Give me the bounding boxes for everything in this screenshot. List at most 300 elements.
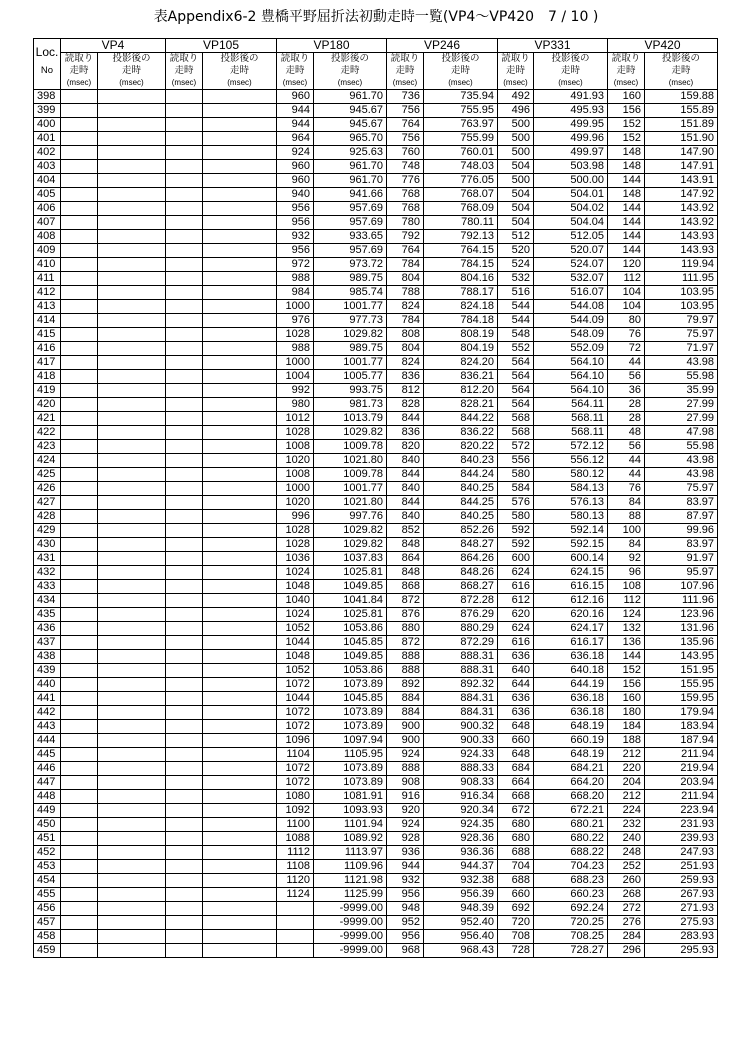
- read-time-cell: [166, 874, 203, 888]
- table-row: [34, 412, 718, 426]
- projected-time-cell: 143.92: [645, 216, 718, 230]
- read-time-cell: [61, 412, 98, 426]
- read-time-cell: 920: [387, 804, 424, 818]
- loc-cell: 425: [34, 468, 61, 482]
- projected-time-cell: 147.91: [645, 160, 718, 174]
- read-time-cell: [166, 272, 203, 286]
- projected-time-cell: [98, 244, 166, 258]
- loc-cell: 438: [34, 650, 61, 664]
- loc-cell: 416: [34, 342, 61, 356]
- read-time-cell: [166, 146, 203, 160]
- read-time-cell: 1096: [277, 734, 314, 748]
- read-time-cell: 148: [608, 160, 645, 174]
- loc-cell: 422: [34, 426, 61, 440]
- projected-time-cell: [203, 706, 277, 720]
- loc-cell: 444: [34, 734, 61, 748]
- projected-time-cell: 848.26: [424, 566, 498, 580]
- projected-time-cell: 223.94: [645, 804, 718, 818]
- projected-time-cell: 1097.94: [314, 734, 387, 748]
- read-header: 走時: [166, 65, 203, 77]
- read-time-cell: 148: [608, 146, 645, 160]
- projected-header: 走時: [645, 65, 718, 77]
- loc-cell: 441: [34, 692, 61, 706]
- projected-time-cell: [203, 594, 277, 608]
- projected-time-cell: 1029.82: [314, 328, 387, 342]
- projected-time-cell: 231.93: [645, 818, 718, 832]
- loc-cell: 457: [34, 916, 61, 930]
- read-time-cell: 276: [608, 916, 645, 930]
- projected-time-cell: [203, 132, 277, 146]
- projected-time-cell: [98, 790, 166, 804]
- table-row: [34, 370, 718, 384]
- read-time-cell: 1020: [277, 454, 314, 468]
- table-row: [34, 482, 718, 496]
- loc-cell: 404: [34, 174, 61, 188]
- table-row: [34, 622, 718, 636]
- read-time-cell: [166, 370, 203, 384]
- projected-time-cell: [203, 860, 277, 874]
- projected-time-cell: [98, 538, 166, 552]
- projected-time-cell: 836.22: [424, 426, 498, 440]
- projected-time-cell: 159.88: [645, 90, 718, 104]
- read-time-cell: 524: [498, 258, 534, 272]
- read-time-cell: 572: [498, 440, 534, 454]
- read-time-cell: [166, 636, 203, 650]
- loc-cell: 429: [34, 524, 61, 538]
- projected-time-cell: 755.99: [424, 132, 498, 146]
- read-time-cell: 660: [498, 734, 534, 748]
- projected-time-cell: 504.02: [534, 202, 608, 216]
- projected-time-cell: [98, 944, 166, 958]
- read-time-cell: [166, 314, 203, 328]
- projected-time-cell: [203, 748, 277, 762]
- read-time-cell: [61, 132, 98, 146]
- loc-cell: 402: [34, 146, 61, 160]
- projected-time-cell: 888.31: [424, 650, 498, 664]
- read-time-cell: 768: [387, 188, 424, 202]
- projected-time-cell: 491.93: [534, 90, 608, 104]
- projected-time-cell: [203, 118, 277, 132]
- projected-time-cell: [98, 664, 166, 678]
- read-time-cell: 1080: [277, 790, 314, 804]
- unit-label: (msec): [424, 77, 498, 90]
- projected-time-cell: 516.07: [534, 286, 608, 300]
- read-time-cell: 500: [498, 118, 534, 132]
- table-row: [34, 748, 718, 762]
- projected-time-cell: 956.39: [424, 888, 498, 902]
- read-time-cell: 976: [277, 314, 314, 328]
- read-time-cell: 1052: [277, 664, 314, 678]
- read-time-cell: 504: [498, 202, 534, 216]
- table-row: [34, 328, 718, 342]
- projected-time-cell: 43.98: [645, 468, 718, 482]
- read-time-cell: 932: [277, 230, 314, 244]
- projected-time-cell: 876.29: [424, 608, 498, 622]
- read-time-cell: 1072: [277, 776, 314, 790]
- projected-time-cell: 784.15: [424, 258, 498, 272]
- read-time-cell: 956: [387, 930, 424, 944]
- read-header: 読取り: [387, 53, 424, 66]
- projected-time-cell: 728.27: [534, 944, 608, 958]
- projected-time-cell: 1073.89: [314, 776, 387, 790]
- read-time-cell: 784: [387, 258, 424, 272]
- table-row: [34, 244, 718, 258]
- projected-time-cell: [203, 832, 277, 846]
- read-time-cell: 844: [387, 468, 424, 482]
- read-time-cell: [61, 594, 98, 608]
- read-time-cell: [61, 370, 98, 384]
- read-time-cell: [166, 608, 203, 622]
- read-time-cell: 160: [608, 692, 645, 706]
- table-row: [34, 776, 718, 790]
- read-time-cell: [166, 496, 203, 510]
- unit-label: (msec): [61, 77, 98, 90]
- read-time-cell: 788: [387, 286, 424, 300]
- read-time-cell: 1104: [277, 748, 314, 762]
- read-time-cell: 988: [277, 272, 314, 286]
- projected-time-cell: 27.99: [645, 398, 718, 412]
- read-time-cell: [166, 888, 203, 902]
- table-row: [34, 160, 718, 174]
- read-time-cell: 108: [608, 580, 645, 594]
- projected-time-cell: 203.94: [645, 776, 718, 790]
- projected-time-cell: 544.08: [534, 300, 608, 314]
- projected-time-cell: 636.18: [534, 692, 608, 706]
- loc-cell: 398: [34, 90, 61, 104]
- read-time-cell: [61, 202, 98, 216]
- read-time-cell: 924: [387, 748, 424, 762]
- projected-time-cell: 1073.89: [314, 720, 387, 734]
- projected-time-cell: 1073.89: [314, 762, 387, 776]
- read-time-cell: 1120: [277, 874, 314, 888]
- projected-time-cell: [98, 300, 166, 314]
- read-time-cell: 1000: [277, 300, 314, 314]
- table-row: [34, 258, 718, 272]
- projected-time-cell: [203, 524, 277, 538]
- loc-cell: 433: [34, 580, 61, 594]
- read-time-cell: [61, 930, 98, 944]
- read-time-cell: 704: [498, 860, 534, 874]
- read-time-cell: 556: [498, 454, 534, 468]
- read-time-cell: [166, 580, 203, 594]
- read-time-cell: [61, 356, 98, 370]
- read-time-cell: [166, 804, 203, 818]
- table-row: [34, 580, 718, 594]
- projected-time-cell: [98, 356, 166, 370]
- read-time-cell: 500: [498, 132, 534, 146]
- projected-header: 走時: [314, 65, 387, 77]
- travel-time-table: [33, 38, 718, 958]
- projected-time-cell: 957.69: [314, 216, 387, 230]
- projected-time-cell: 1001.77: [314, 356, 387, 370]
- projected-time-cell: 884.31: [424, 706, 498, 720]
- read-time-cell: [166, 426, 203, 440]
- projected-time-cell: 267.93: [645, 888, 718, 902]
- read-time-cell: 1048: [277, 650, 314, 664]
- projected-time-cell: 892.32: [424, 678, 498, 692]
- table-row: [34, 384, 718, 398]
- projected-time-cell: 997.76: [314, 510, 387, 524]
- read-time-cell: 1000: [277, 482, 314, 496]
- projected-time-cell: [203, 216, 277, 230]
- read-time-cell: 104: [608, 286, 645, 300]
- unit-label: (msec): [98, 77, 166, 90]
- read-time-cell: 988: [277, 342, 314, 356]
- projected-time-cell: [203, 790, 277, 804]
- loc-cell: 454: [34, 874, 61, 888]
- loc-cell: 459: [34, 944, 61, 958]
- projected-time-cell: 552.09: [534, 342, 608, 356]
- read-time-cell: [61, 692, 98, 706]
- projected-time-cell: 624.17: [534, 622, 608, 636]
- table-row: [34, 552, 718, 566]
- projected-time-cell: 900.33: [424, 734, 498, 748]
- projected-time-cell: 968.43: [424, 944, 498, 958]
- read-time-cell: 1052: [277, 622, 314, 636]
- projected-time-cell: 1073.89: [314, 706, 387, 720]
- unit-label: (msec): [645, 77, 718, 90]
- read-time-cell: [166, 482, 203, 496]
- projected-time-cell: 688.23: [534, 874, 608, 888]
- read-time-cell: 84: [608, 496, 645, 510]
- projected-time-cell: [203, 650, 277, 664]
- read-time-cell: 1072: [277, 678, 314, 692]
- loc-label-1: Loc.: [35, 44, 59, 59]
- read-time-cell: [166, 384, 203, 398]
- projected-time-cell: 295.93: [645, 944, 718, 958]
- projected-time-cell: 1045.85: [314, 692, 387, 706]
- read-time-cell: [166, 664, 203, 678]
- read-time-cell: 844: [387, 496, 424, 510]
- projected-time-cell: 111.96: [645, 594, 718, 608]
- projected-time-cell: 872.28: [424, 594, 498, 608]
- loc-cell: 448: [34, 790, 61, 804]
- projected-time-cell: 763.97: [424, 118, 498, 132]
- read-time-cell: [61, 272, 98, 286]
- read-time-cell: 944: [387, 860, 424, 874]
- read-time-cell: 132: [608, 622, 645, 636]
- read-time-cell: 1024: [277, 608, 314, 622]
- table-row: [34, 314, 718, 328]
- read-time-cell: 952: [387, 916, 424, 930]
- loc-cell: 453: [34, 860, 61, 874]
- read-time-cell: [166, 132, 203, 146]
- read-time-cell: 144: [608, 230, 645, 244]
- read-time-cell: [61, 650, 98, 664]
- projected-time-cell: [203, 174, 277, 188]
- projected-time-cell: 251.93: [645, 860, 718, 874]
- read-time-cell: [61, 636, 98, 650]
- projected-time-cell: 1045.85: [314, 636, 387, 650]
- projected-time-cell: [203, 916, 277, 930]
- projected-time-cell: [98, 930, 166, 944]
- read-time-cell: 144: [608, 174, 645, 188]
- projected-time-cell: 79.97: [645, 314, 718, 328]
- projected-time-cell: 500.00: [534, 174, 608, 188]
- read-time-cell: [166, 538, 203, 552]
- read-time-cell: 868: [387, 580, 424, 594]
- read-time-cell: 900: [387, 720, 424, 734]
- projected-time-cell: 99.96: [645, 524, 718, 538]
- loc-cell: 421: [34, 412, 61, 426]
- table-body: [34, 90, 718, 958]
- read-time-cell: [166, 706, 203, 720]
- projected-time-cell: [203, 804, 277, 818]
- loc-cell: 401: [34, 132, 61, 146]
- read-time-cell: [61, 482, 98, 496]
- table-row: [34, 286, 718, 300]
- read-time-cell: 928: [387, 832, 424, 846]
- read-time-cell: 708: [498, 930, 534, 944]
- read-time-cell: 780: [387, 216, 424, 230]
- table-row: [34, 608, 718, 622]
- projected-time-cell: 840.25: [424, 510, 498, 524]
- projected-time-cell: 151.95: [645, 664, 718, 678]
- projected-time-cell: 840.25: [424, 482, 498, 496]
- projected-time-cell: 844.24: [424, 468, 498, 482]
- projected-time-cell: 151.89: [645, 118, 718, 132]
- projected-time-cell: 55.98: [645, 370, 718, 384]
- projected-time-cell: [203, 90, 277, 104]
- projected-time-cell: [98, 482, 166, 496]
- projected-time-cell: 764.15: [424, 244, 498, 258]
- loc-cell: 418: [34, 370, 61, 384]
- projected-time-cell: 961.70: [314, 90, 387, 104]
- read-time-cell: [61, 384, 98, 398]
- read-time-cell: 44: [608, 454, 645, 468]
- projected-time-cell: 708.25: [534, 930, 608, 944]
- projected-time-cell: [98, 132, 166, 146]
- projected-time-cell: 83.97: [645, 538, 718, 552]
- read-time-cell: 1036: [277, 552, 314, 566]
- read-time-cell: [61, 580, 98, 594]
- read-time-cell: [166, 468, 203, 482]
- projected-time-cell: 692.24: [534, 902, 608, 916]
- projected-time-cell: [98, 118, 166, 132]
- read-time-cell: 956: [277, 216, 314, 230]
- table-row: [34, 902, 718, 916]
- projected-time-cell: [203, 356, 277, 370]
- page-title: 表Appendix6-2 豊橋平野屈折法初動走時一覧(VP4～VP420 7 / 10 ): [153, 9, 599, 25]
- read-time-cell: 828: [387, 398, 424, 412]
- projected-time-cell: [98, 580, 166, 594]
- table-row: [34, 594, 718, 608]
- read-time-cell: 580: [498, 468, 534, 482]
- projected-time-cell: [203, 762, 277, 776]
- table-row: [34, 790, 718, 804]
- projected-time-cell: 520.07: [534, 244, 608, 258]
- read-time-cell: 840: [387, 454, 424, 468]
- projected-time-cell: -9999.00: [314, 930, 387, 944]
- projected-time-cell: 933.65: [314, 230, 387, 244]
- projected-time-cell: [203, 664, 277, 678]
- projected-time-cell: [98, 412, 166, 426]
- read-time-cell: 552: [498, 342, 534, 356]
- table-row: [34, 90, 718, 104]
- projected-time-cell: 928.36: [424, 832, 498, 846]
- projected-time-cell: [203, 482, 277, 496]
- projected-time-cell: [98, 650, 166, 664]
- projected-time-cell: 936.36: [424, 846, 498, 860]
- projected-time-cell: 1053.86: [314, 664, 387, 678]
- projected-time-cell: 941.66: [314, 188, 387, 202]
- projected-time-cell: 143.95: [645, 650, 718, 664]
- read-time-cell: 212: [608, 790, 645, 804]
- projected-time-cell: 143.93: [645, 244, 718, 258]
- projected-time-cell: 135.96: [645, 636, 718, 650]
- read-time-cell: 1012: [277, 412, 314, 426]
- projected-time-cell: [98, 202, 166, 216]
- loc-cell: 410: [34, 258, 61, 272]
- read-time-cell: 784: [387, 314, 424, 328]
- projected-time-cell: [203, 622, 277, 636]
- projected-time-cell: [98, 398, 166, 412]
- read-time-cell: [166, 720, 203, 734]
- projected-time-cell: 275.93: [645, 916, 718, 930]
- projected-time-cell: 1025.81: [314, 566, 387, 580]
- read-time-cell: [61, 566, 98, 580]
- read-time-cell: 636: [498, 650, 534, 664]
- projected-time-cell: 868.27: [424, 580, 498, 594]
- projected-time-cell: 616.17: [534, 636, 608, 650]
- read-time-cell: 760: [387, 146, 424, 160]
- read-time-cell: [166, 160, 203, 174]
- projected-time-cell: 820.22: [424, 440, 498, 454]
- projected-header: 投影後の: [314, 53, 387, 66]
- projected-time-cell: 993.75: [314, 384, 387, 398]
- read-time-cell: [61, 454, 98, 468]
- read-time-cell: 1040: [277, 594, 314, 608]
- read-time-cell: 824: [387, 356, 424, 370]
- read-time-cell: 848: [387, 566, 424, 580]
- projected-header: 投影後の: [424, 53, 498, 66]
- projected-time-cell: [98, 90, 166, 104]
- read-time-cell: 948: [387, 902, 424, 916]
- loc-cell: 452: [34, 846, 61, 860]
- read-time-cell: 100: [608, 524, 645, 538]
- projected-time-cell: 564.11: [534, 398, 608, 412]
- table-row: [34, 146, 718, 160]
- read-time-cell: 504: [498, 216, 534, 230]
- read-time-cell: 960: [277, 174, 314, 188]
- projected-time-cell: [98, 468, 166, 482]
- read-time-cell: 564: [498, 384, 534, 398]
- projected-time-cell: 556.12: [534, 454, 608, 468]
- loc-cell: 434: [34, 594, 61, 608]
- projected-time-cell: 636.18: [534, 706, 608, 720]
- loc-label-2: No: [34, 65, 61, 90]
- projected-time-cell: 283.93: [645, 930, 718, 944]
- read-time-cell: [166, 650, 203, 664]
- projected-time-cell: [203, 314, 277, 328]
- projected-time-cell: 784.18: [424, 314, 498, 328]
- projected-time-cell: [203, 818, 277, 832]
- read-time-cell: 516: [498, 286, 534, 300]
- loc-cell: 406: [34, 202, 61, 216]
- read-time-cell: [61, 706, 98, 720]
- read-time-cell: [61, 902, 98, 916]
- projected-time-cell: [98, 496, 166, 510]
- read-time-cell: [61, 314, 98, 328]
- projected-time-cell: 768.09: [424, 202, 498, 216]
- read-time-cell: [166, 342, 203, 356]
- loc-cell: 411: [34, 272, 61, 286]
- read-header: 読取り: [277, 53, 314, 66]
- read-time-cell: 720: [498, 916, 534, 930]
- projected-time-cell: 824.20: [424, 356, 498, 370]
- projected-time-cell: 159.95: [645, 692, 718, 706]
- read-time-cell: 984: [277, 286, 314, 300]
